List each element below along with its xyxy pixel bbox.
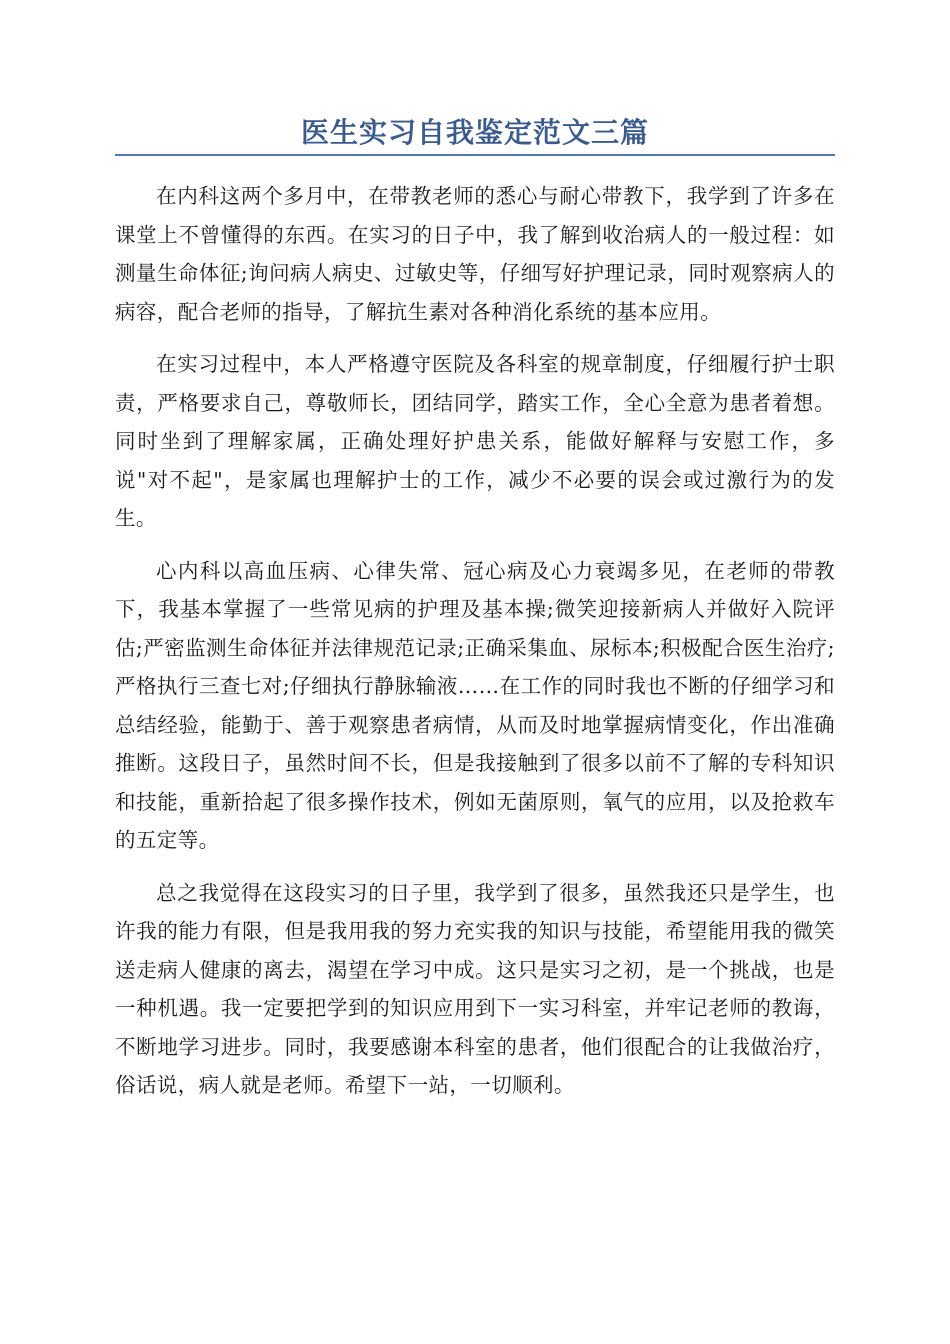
paragraph-3: 心内科以高血压病、心律失常、冠心病及心力衰竭多见，在老师的带教下，我基本掌握了一些常见病的护理及基本操;微笑迎接新病人并做好入院评估;严密监测生命体征并法律规范记录;正确采集血、尿标本;积极配合医生治疗;严格执行三查七对;仔细执行静脉输液……在工作的同时我也不断的仔细学习和总结经验，能勤于、善于观察患者病情，从而及时地掌握病情变化，作出准确推断。这段日子，虽然时间不长，但是我接触到了很多以前不了解的专科知识和技能，重新拾起了很多操作技术，例如无菌原则，氧气的应用，以及抢救车的五定等。: [115, 558, 835, 852]
document-page: [115, 112, 835, 1119]
paragraph-4: 总之我觉得在这段实习的日子里，我学到了很多，虽然我还只是学生，也许我的能力有限，但是我用我的努力充实我的知识与技能，希望能用我的微笑送走病人健康的离去，渴望在学习中成。这只是实习之初，是一个挑战，也是一种机遇。我一定要把学到的知识应用到下一实习科室，并牢记老师的教诲，不断地学习进步。同时，我要感谢本科室的患者，他们很配合的让我做治疗，俗话说，病人就是老师。希望下一站，一切顺利。: [115, 880, 835, 1097]
document-title: 医生实习自我鉴定范文三篇: [300, 116, 649, 149]
title-underline: [115, 154, 835, 156]
paragraph-1: 在内科这两个多月中，在带教老师的悉心与耐心带教下，我学到了许多在课堂上不曾懂得的东西。在实习的日子中，我了解到收治病人的一般过程：如测量生命体征;询问病人病史、过敏史等，仔细写好护理记录，同时观察病人的病容，配合老师的指导，了解抗生素对各种消化系统的基本应用。: [115, 184, 835, 324]
paragraph-2: 在实习过程中，本人严格遵守医院及各科室的规章制度，仔细履行护士职责，严格要求自己，尊敬师长，团结同学，踏实工作，全心全意为患者着想。同时坐到了理解家属，正确处理好护患关系，能做好解释与安慰工作，多说"对不起"，是家属也理解护士的工作，减少不必要的误会或过激行为的发生。: [115, 352, 835, 530]
